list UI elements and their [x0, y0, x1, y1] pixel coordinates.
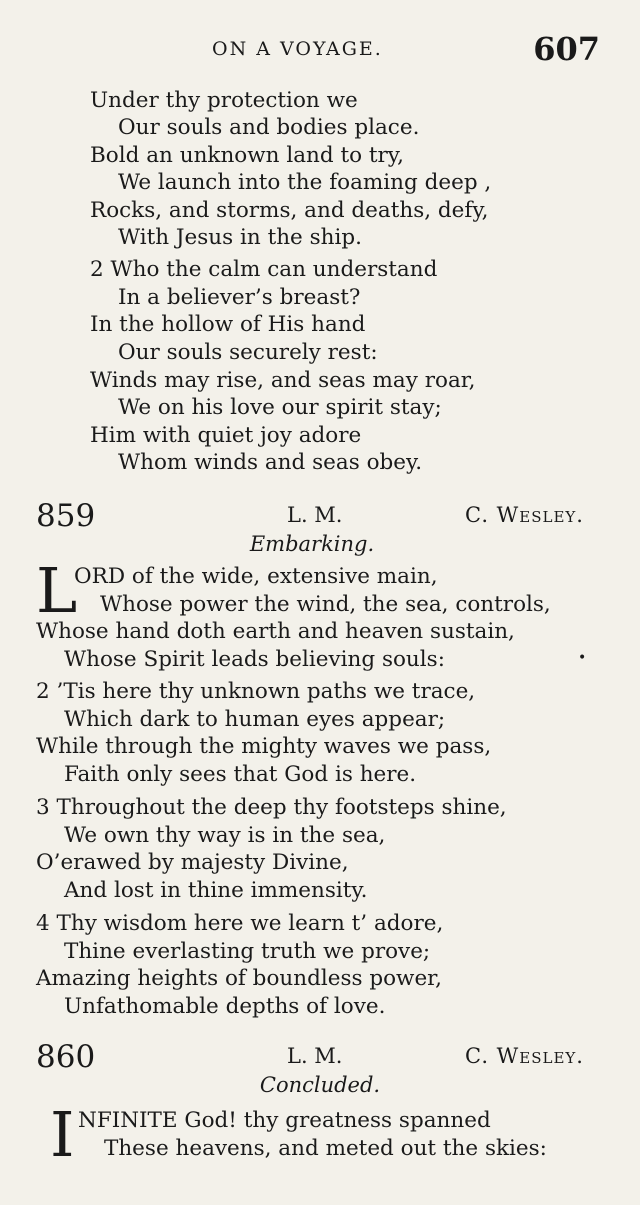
page-header [0, 30, 640, 70]
verse-line: We launch into the foaming deep , [118, 170, 492, 195]
verse-line: Rocks, and storms, and deaths, defy, [90, 198, 489, 223]
verse-line: 3 Throughout the deep thy footsteps shine, [36, 795, 507, 820]
hymn-meter: L. M. [287, 503, 343, 527]
verse-line: We own thy way is in the sea, [64, 823, 386, 848]
hymn-number: 860 [36, 1039, 96, 1075]
verse-line: Winds may rise, and seas may roar, [90, 368, 476, 393]
verse-line: Under thy protection we [90, 88, 358, 113]
verse-line: Which dark to human eyes appear; [64, 707, 446, 732]
verse-line: NFINITE God! thy greatness spanned [78, 1108, 491, 1133]
verse-line: And lost in thine immensity. [64, 878, 368, 903]
verse-line: With Jesus in the ship. [118, 225, 362, 250]
hymn-author: C. Wesley. [465, 1044, 584, 1068]
verse-line: In a believer’s breast? [118, 285, 361, 310]
verse-line: Thine everlasting truth we prove; [64, 939, 431, 964]
hymn-title: Concluded. [259, 1073, 381, 1097]
verse-line: Our souls and bodies place. [118, 115, 420, 140]
drop-cap: L [36, 554, 78, 627]
hymn-860-heading [0, 1040, 640, 1074]
running-head: ON A VOYAGE. [212, 38, 383, 60]
verse-line: ORD of the wide, extensive main, [74, 564, 438, 589]
drop-cap: I [50, 1098, 75, 1171]
verse-line: We on his love our spirit stay; [118, 395, 442, 420]
ink-speck: • [578, 650, 587, 666]
hymn-number: 859 [36, 498, 96, 534]
verse-line: 2 Who the calm can understand [90, 257, 438, 282]
page-number: 607 [533, 30, 600, 68]
verse-line: In the hollow of His hand [90, 312, 366, 337]
verse-line: While through the mighty waves we pass, [36, 734, 492, 759]
hymn-859-heading [0, 499, 640, 533]
verse-line: These heavens, and meted out the skies: [104, 1136, 547, 1161]
verse-line: Him with quiet joy adore [90, 423, 362, 448]
hymn-title: Embarking. [249, 532, 375, 556]
verse-line: Bold an unknown land to try, [90, 143, 404, 168]
hymn-author: C. Wesley. [465, 503, 584, 527]
verse-line: 2 ’Tis here thy unknown paths we trace, [36, 679, 476, 704]
verse-line: Whose power the wind, the sea, controls, [100, 592, 551, 617]
hymn-meter: L. M. [287, 1044, 343, 1068]
verse-line: Faith only sees that God is here. [64, 762, 417, 787]
verse-line: Our souls securely rest: [118, 340, 378, 365]
verse-line: Whose hand doth earth and heaven sustain, [36, 619, 515, 644]
verse-line: Whose Spirit leads believing souls: [64, 647, 445, 672]
verse-line: O’erawed by majesty Divine, [36, 850, 349, 875]
verse-line: Unfathomable depths of love. [64, 994, 386, 1019]
verse-line: Whom winds and seas obey. [118, 450, 423, 475]
verse-line: Amazing heights of boundless power, [36, 966, 442, 991]
verse-line: 4 Thy wisdom here we learn t’ adore, [36, 911, 444, 936]
